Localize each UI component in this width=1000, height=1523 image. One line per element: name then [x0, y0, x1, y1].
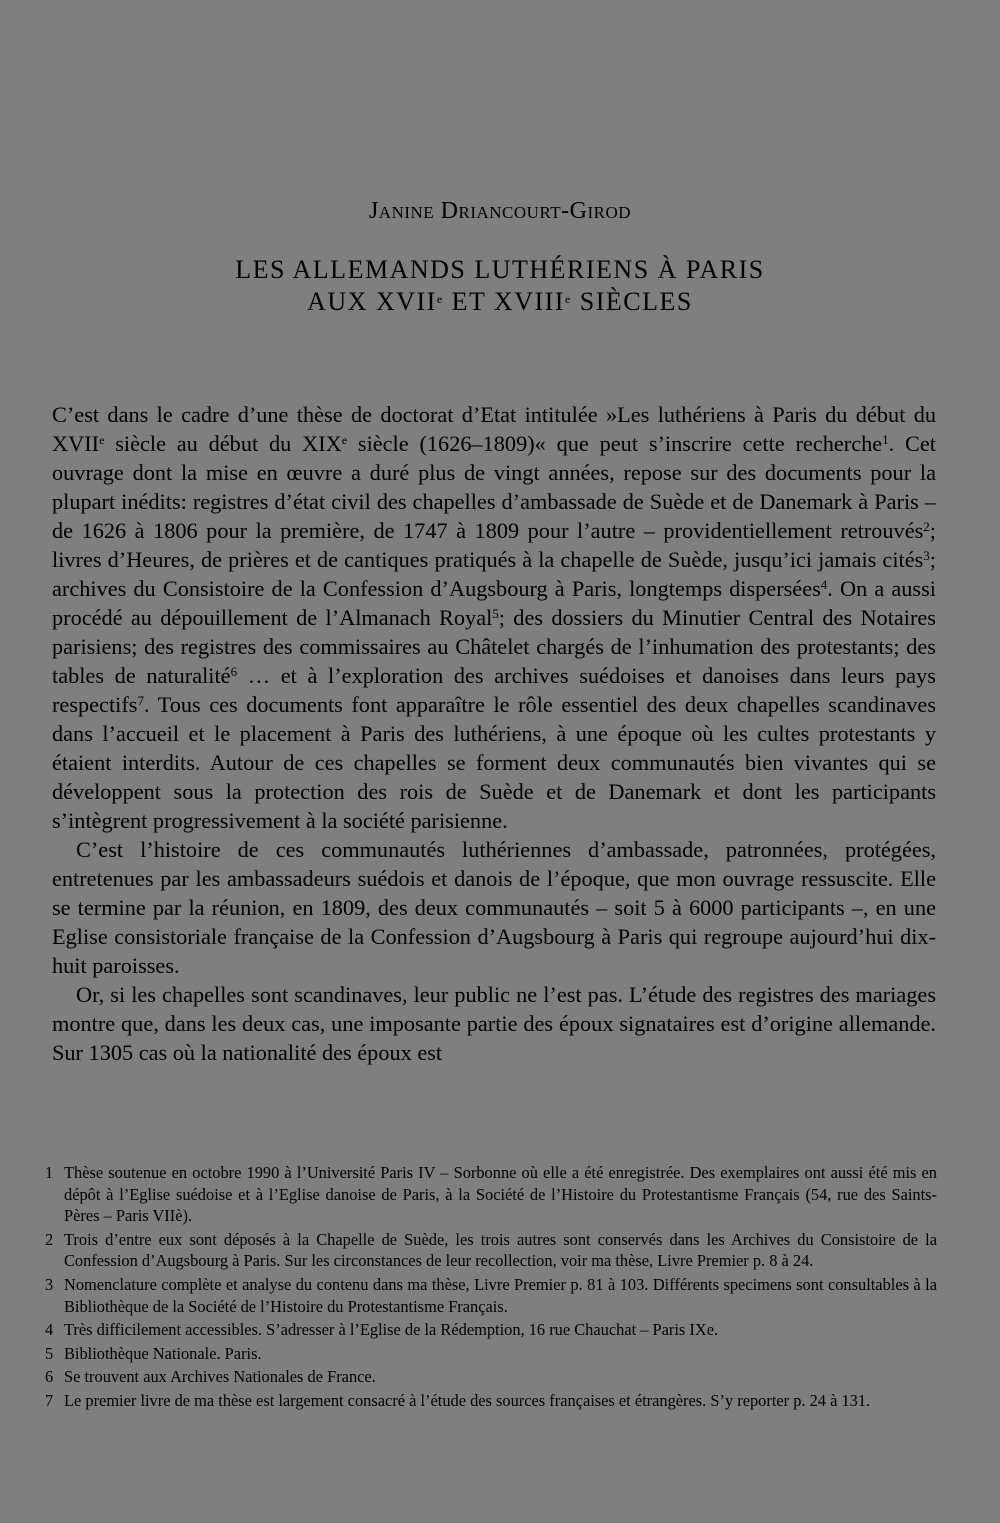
footnote-ref-3[interactable]: 3 [923, 548, 930, 563]
footnote-1 [45, 1162, 937, 1227]
footnote-number: 6 [45, 1367, 54, 1387]
footnote-number: 1 [45, 1163, 54, 1182]
footnote-text: Le premier livre de ma thèse est largement consacré à l’étude des sources françaises et étrangères. S’y reporter p. 24 à 131. [64, 1390, 871, 1410]
title-ordinal-sup-1: e [436, 292, 444, 306]
footnote-ref-4[interactable]: 4 [820, 577, 828, 592]
paragraph-1 [52, 400, 936, 835]
footnote-ref-5[interactable]: 5 [492, 606, 499, 621]
title-line-2-part-b: ET XVIII [443, 287, 565, 316]
footnotes [45, 1162, 937, 1414]
footnote-6 [45, 1366, 937, 1388]
footnote-ref-1[interactable]: 1 [882, 432, 889, 447]
footnote-ref-2[interactable]: 2 [923, 519, 930, 534]
footnote-text: Se trouvent aux Archives Nationales de France. [64, 1367, 376, 1387]
title-line-2-part-c: SIÈCLES [571, 287, 693, 316]
footnote-number: 5 [45, 1343, 54, 1363]
p1-text-5: ; livres d’Heures, de prières et de cantiques pratiqués à la chapelle de Suède, jusqu’ici jamais cités [52, 518, 936, 572]
title-line-2 [0, 286, 1000, 318]
footnote-2 [45, 1229, 937, 1272]
p1-text-9: … et à l’exploration des archives suédoises et danoises dans leurs pays respectifs [52, 663, 936, 717]
p1-text-4: . Cet ouvrage dont la mise en œuvre a duré plus de vingt années, repose sur des documents pour la plupart inédits: registres d’état civil des chapelles d’ambassade de Suède et de Danemark à Paris – de 1626 à 1806 pour la première, de 1747 à 1809 pour l’autre – providentiellement retrouvés [52, 431, 936, 543]
author-name: Janine Driancourt-Girod [368, 198, 632, 224]
title-ordinal-sup-2: e [564, 292, 572, 306]
footnote-text: Thèse soutenue en octobre 1990 à l’Université Paris IV – Sorbonne où elle a été enregistrée. Des exemplaires ont aussi été mis en dépôt à l’Eglise suédoise et à l’Eglise danoise de Paris, à la Société de l’Histoire du Protestantisme Français (54, rue des Saints-Pères – Paris VIIè). [64, 1163, 937, 1226]
footnote-5 [45, 1343, 937, 1365]
footnote-number: 3 [45, 1274, 54, 1294]
footnote-text: Nomenclature complète et analyse du contenu dans ma thèse, Livre Premier p. 81 à 103. Différents specimens sont consultables à la Bibliothèque de la Société de l’Histoire du Protestantisme Français. [64, 1274, 937, 1316]
article-title [0, 254, 1000, 318]
p1-text-7: . On a aussi procédé au dépouillement de l’Almanach Royal [52, 576, 936, 630]
footnote-ref-6[interactable]: 6 [230, 664, 238, 679]
title-line-1: LES ALLEMANDS LUTHÉRIENS À PARIS [235, 255, 765, 284]
p1-text-3: siècle (1626–1809)« que peut s’inscrire cette recherche [347, 431, 883, 456]
footnote-4 [45, 1319, 937, 1341]
p1-ordinal-sup-2: e [341, 433, 348, 447]
footnote-number: 7 [45, 1390, 54, 1410]
p1-text-1: C’est dans le cadre d’une thèse de doctorat d’Etat intitulée »Les luthériens à Paris du début du XVII [52, 402, 936, 456]
p1-text-2: siècle au début du XIX [104, 431, 342, 456]
footnote-3 [45, 1274, 937, 1317]
p1-text-8: ; des dossiers du Minutier Central des Notaires parisiens; des registres des commissaires au Châtelet chargés de l’inhumation des protestants; des tables de naturalité [52, 605, 936, 688]
p1-text-6: ; archives du Consistoire de la Confession d’Augsbourg à Paris, longtemps dispersées [52, 547, 936, 601]
footnote-number: 4 [45, 1320, 54, 1340]
p1-ordinal-sup-1: e [99, 433, 105, 447]
footnote-text: Trois d’entre eux sont déposés à la Chapelle de Suède, les trois autres sont conservés dans les Archives du Consistoire de la Confession d’Augsbourg à Paris. Sur les circonstances de leur recollection, voir ma thèse, Livre Premier p. 8 à 24. [64, 1229, 937, 1271]
footnote-text: Très difficilement accessibles. S’adresser à l’Eglise de la Rédemption, 16 rue Chauchat – Paris IXe. [64, 1320, 719, 1340]
paragraph-3: Or, si les chapelles sont scandinaves, leur public ne l’est pas. L’étude des registres des mariages montre que, dans les deux cas, une imposante partie des époux signataires est d’origine allemande. Sur 1305 cas où la nationalité des époux est [52, 982, 936, 1065]
footnote-7 [45, 1390, 937, 1412]
footnote-ref-7[interactable]: 7 [137, 693, 144, 708]
footnote-text: Bibliothèque Nationale. Paris. [64, 1343, 262, 1363]
title-line-2-part-a: AUX XVII [307, 287, 437, 316]
body-text [52, 400, 936, 1067]
p1-text-10: . Tous ces documents font apparaître le rôle essentiel des deux chapelles scandinaves dans l’accueil et le placement à Paris des luthériens, à une époque où les cultes protestants y étaient interdits. Autour de ces chapelles se forment deux communautés bien vivantes qui se développent sous la protection des rois de Suède et de Danemark et dont les participants s’intègrent progressivement à la société parisienne. [52, 692, 936, 833]
paragraph-2: C’est l’histoire de ces communautés luthériennes d’ambassade, patronnées, protégées, entretenues par les ambassadeurs suédois et danois de l’époque, que mon ouvrage ressuscite. Elle se termine par la réunion, en 1809, des deux communautés – soit 5 à 6000 participants –, en une Eglise consistoriale française de la Confession d’Augsbourg à Paris qui regroupe aujourd’hui dix-huit paroisses. [52, 837, 936, 978]
footnote-number: 2 [45, 1229, 54, 1249]
